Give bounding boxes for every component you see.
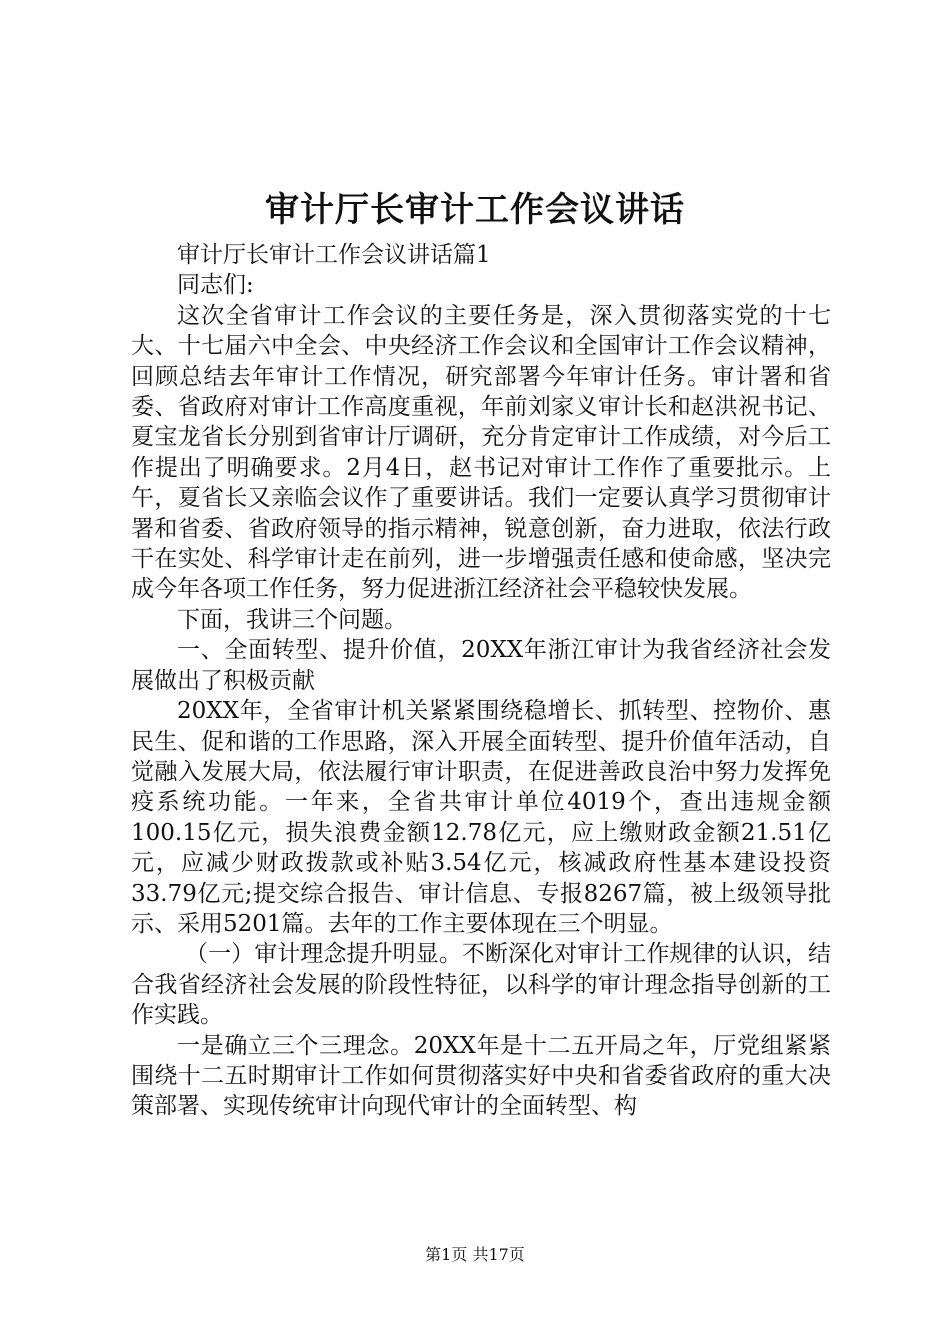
subsection-heading: 一、全面转型、提升价值，20XX年浙江审计为我省经济社会发展做出了积极贡献 [131, 637, 831, 694]
paragraph: 一是确立三个三理念。20XX年是十二五开局之年，厅党组紧紧围绕十二五时期审计工作如何贯彻落实好中央和省委省政府的重大决策部署、实现传统审计向现代审计的全面转型、构 [131, 1032, 831, 1120]
document-title: 审计厅长审计工作会议讲话 [265, 190, 685, 230]
page-number: 第1页 共17页 [425, 1245, 525, 1264]
paragraph: 这次全省审计工作会议的主要任务是，深入贯彻落实党的十七大、十七届六中全会、中央经济工作会议和全国审计工作会议精神，回顾总结去年审计工作情况，研究部署今年审计任务。审计署和省委、省政府对审计工作高度重视，年前刘家义审计长和赵洪祝书记、夏宝龙省长分别到省审计厅调研，充分肯定审计工作成绩，对今后工作提出了明确要求。2月4日，赵书记对审计工作作了重要批示。上午，夏省长又亲临会议作了重要讲话。我们一定要认真学习贯彻审计署和省委、省政府领导的指示精神，锐意创新，奋力进取，依法行政干在实处、科学审计走在前列，进一步增强责任感和使命感，坚决完成今年各项工作任务，努力促进浙江经济社会平稳较快发展。 [131, 302, 831, 603]
salutation: 同志们: [177, 272, 254, 299]
paragraph: （一）审计理念提升明显。不断深化对审计工作规律的认识，结合我省经济社会发展的阶段性特征，以科学的审计理念指导创新的工作实践。 [131, 941, 831, 1029]
document-body [131, 240, 831, 1122]
paragraph: 20XX年，全省审计机关紧紧围绕稳增长、抓转型、控物价、惠民生、促和谐的工作思路，深入开展全面转型、提升价值年活动，自觉融入发展大局，依法履行审计职责，在促进善政良治中努力发挥免疫系统功能。一年来，全省共审计单位4019个，查出违规金额100.15亿元，损失浪费金额12.78亿元，应上缴财政金额21.51亿元，应减少财政拨款或补贴3.54亿元，核减政府性基本建设投资33.79亿元;提交综合报告、审计信息、专报8267篇，被上级领导批示、采用5201篇。去年的工作主要体现在三个明显。 [131, 698, 831, 937]
section-heading: 审计厅长审计工作会议讲话篇1 [177, 242, 491, 268]
paragraph: 下面，我讲三个问题。 [177, 606, 407, 633]
